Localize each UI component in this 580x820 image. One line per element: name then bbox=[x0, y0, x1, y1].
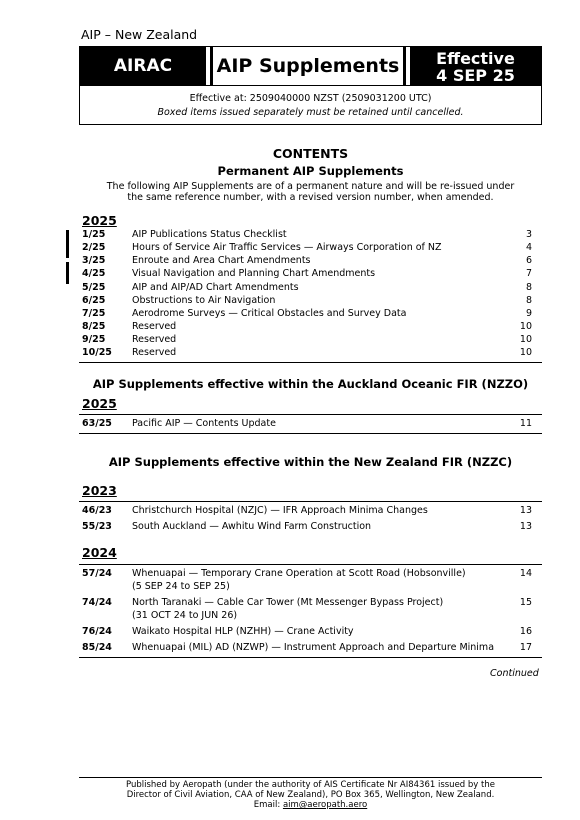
supplement-number: 76/24 bbox=[82, 626, 112, 637]
list-item bbox=[82, 346, 532, 359]
list-item bbox=[82, 294, 532, 307]
supplement-title bbox=[132, 281, 512, 294]
list-item bbox=[82, 641, 532, 654]
year-heading: 2023 bbox=[82, 483, 117, 498]
list-item bbox=[82, 417, 532, 430]
boxed-note: Boxed items issued separately must be retained until cancelled. bbox=[157, 107, 464, 118]
page-number: 10 bbox=[519, 347, 532, 358]
supplement-title-text: Hours of Service Air Traffic Services — Airways Corporation of NZ bbox=[132, 242, 442, 253]
effective-at: Effective at: 2509040000 NZST (2509031200 UTC) bbox=[189, 93, 432, 104]
year-heading: 2025 bbox=[82, 396, 117, 411]
list-item bbox=[82, 567, 532, 592]
page-number: 13 bbox=[519, 521, 532, 532]
intro-line-1: The following AIP Supplements are of a permanent nature and will be re-issued under bbox=[106, 181, 515, 192]
page-number: 11 bbox=[519, 418, 532, 429]
year-heading: 2024 bbox=[82, 545, 117, 560]
supplement-number: 46/23 bbox=[82, 505, 112, 516]
supplement-title-text: Visual Navigation and Planning Chart Amendments bbox=[132, 268, 376, 279]
supplement-number: 55/23 bbox=[82, 521, 112, 532]
change-bar bbox=[66, 262, 69, 284]
email-link[interactable]: aim@aeropath.aero bbox=[282, 800, 368, 810]
supplement-number: 85/24 bbox=[82, 642, 112, 653]
effective-box bbox=[410, 47, 541, 85]
airac-label: AIRAC bbox=[80, 47, 206, 85]
supplement-title bbox=[132, 307, 512, 320]
page-number: 8 bbox=[525, 282, 532, 293]
supplement-title bbox=[132, 267, 512, 280]
permanent-intro bbox=[79, 181, 542, 203]
continued-note: Continued bbox=[490, 668, 539, 679]
contents-heading: CONTENTS bbox=[272, 146, 349, 161]
footer-line-2: Director of Civil Aviation, CAA of New Zealand), PO Box 365, Wellington, New Zealand. bbox=[126, 790, 495, 800]
supplement-title-text: Reserved bbox=[132, 321, 177, 332]
supplement-number: 6/25 bbox=[82, 295, 106, 306]
list-item bbox=[82, 254, 532, 267]
divider bbox=[79, 501, 542, 502]
page-number: 4 bbox=[525, 242, 532, 253]
supplement-number: 5/25 bbox=[82, 282, 106, 293]
doc-title: AIP – New Zealand bbox=[81, 27, 198, 42]
header-band bbox=[79, 46, 542, 86]
supplement-title bbox=[132, 641, 512, 654]
page-number: 10 bbox=[519, 334, 532, 345]
supplement-period: (31 OCT 24 to JUN 26) bbox=[132, 610, 238, 621]
page-number: 10 bbox=[519, 321, 532, 332]
supplement-title bbox=[132, 228, 512, 241]
list-item bbox=[82, 307, 532, 320]
list-item bbox=[82, 596, 532, 621]
supplement-title-text: Obstructions to Air Navigation bbox=[132, 295, 276, 306]
footer-email-label: Email: bbox=[253, 800, 283, 810]
supplement-title bbox=[132, 417, 512, 430]
page-number: 14 bbox=[519, 568, 532, 579]
supplement-title bbox=[132, 504, 512, 517]
effective-date: 4 SEP 25 bbox=[436, 66, 515, 85]
divider bbox=[79, 657, 542, 658]
supplement-title-text: AIP Publications Status Checklist bbox=[132, 229, 287, 240]
supplement-title-text: Christchurch Hospital (NZJC) — IFR Approach Minima Changes bbox=[132, 505, 428, 516]
effective-info-box bbox=[79, 86, 542, 125]
supplement-number: 2/25 bbox=[82, 242, 106, 253]
list-item bbox=[82, 228, 532, 241]
supplement-title-text: Waikato Hospital HLP (NZHH) — Crane Activity bbox=[132, 626, 354, 637]
list-item bbox=[82, 281, 532, 294]
page-number: 9 bbox=[525, 308, 532, 319]
supplement-number: 8/25 bbox=[82, 321, 106, 332]
supplement-title bbox=[132, 567, 512, 593]
supplement-title bbox=[132, 294, 512, 307]
page-number: 7 bbox=[525, 268, 532, 279]
supplement-title-text: Enroute and Area Chart Amendments bbox=[132, 255, 311, 266]
year-heading: 2025 bbox=[82, 213, 117, 228]
divider bbox=[79, 564, 542, 565]
supplement-number: 63/25 bbox=[82, 418, 112, 429]
change-bar bbox=[66, 230, 69, 258]
supplement-title-text: South Auckland — Awhitu Wind Farm Construction bbox=[132, 521, 372, 532]
page-number: 13 bbox=[519, 505, 532, 516]
supplement-title bbox=[132, 520, 512, 533]
supplement-number: 4/25 bbox=[82, 268, 106, 279]
supplement-number: 1/25 bbox=[82, 229, 106, 240]
supplement-number: 9/25 bbox=[82, 334, 106, 345]
supplement-title bbox=[132, 333, 512, 346]
list-item bbox=[82, 520, 532, 533]
supplement-title-text: Reserved bbox=[132, 347, 177, 358]
supplement-title bbox=[132, 241, 512, 254]
supplement-number: 10/25 bbox=[82, 347, 112, 358]
supplement-title-text: Whenuapai (MIL) AD (NZWP) — Instrument Approach and Departure Minima bbox=[132, 642, 495, 653]
page-number: 15 bbox=[519, 597, 532, 608]
list-item bbox=[82, 625, 532, 638]
effective-label: Effective bbox=[436, 49, 515, 68]
list-item bbox=[82, 333, 532, 346]
page-number: 17 bbox=[519, 642, 532, 653]
page-title: AIP Supplements bbox=[210, 47, 406, 85]
intro-line-2: the same reference number, with a revised version number, when amended. bbox=[127, 192, 494, 203]
supplement-title bbox=[132, 254, 512, 267]
supplement-title-text: Reserved bbox=[132, 334, 177, 345]
supplement-title-text: AIP and AIP/AD Chart Amendments bbox=[132, 282, 299, 293]
divider bbox=[79, 362, 542, 363]
supplement-period: (5 SEP 24 to SEP 25) bbox=[132, 581, 230, 592]
supplement-title-text: Pacific AIP — Contents Update bbox=[132, 418, 276, 429]
page-number: 3 bbox=[525, 229, 532, 240]
supplement-title bbox=[132, 320, 512, 333]
supplement-title bbox=[132, 596, 512, 622]
oceanic-heading: AIP Supplements effective within the Auckland Oceanic FIR (NZZO) bbox=[92, 377, 529, 391]
footer-email-line bbox=[79, 800, 542, 810]
page-number: 8 bbox=[525, 295, 532, 306]
supplement-title bbox=[132, 346, 512, 359]
divider bbox=[79, 414, 542, 415]
list-item bbox=[82, 241, 532, 254]
footer bbox=[79, 777, 542, 810]
divider bbox=[79, 433, 542, 434]
supplement-number: 7/25 bbox=[82, 308, 106, 319]
permanent-heading: Permanent AIP Supplements bbox=[217, 164, 404, 178]
supplement-title-text: Aerodrome Surveys — Critical Obstacles and Survey Data bbox=[132, 308, 407, 319]
list-item bbox=[82, 504, 532, 517]
supplement-number: 3/25 bbox=[82, 255, 106, 266]
page-number: 6 bbox=[525, 255, 532, 266]
supplement-title bbox=[132, 625, 512, 638]
supplement-title-text: Whenuapai — Temporary Crane Operation at Scott Road (Hobsonville) bbox=[132, 568, 466, 579]
supplement-number: 57/24 bbox=[82, 568, 112, 579]
list-item bbox=[82, 320, 532, 333]
list-item bbox=[82, 267, 532, 280]
supplement-title-text: North Taranaki — Cable Car Tower (Mt Messenger Bypass Project) bbox=[132, 597, 444, 608]
supplement-number: 74/24 bbox=[82, 597, 112, 608]
nz-heading: AIP Supplements effective within the New Zealand FIR (NZZC) bbox=[108, 455, 513, 469]
page-number: 16 bbox=[519, 626, 532, 637]
footer-line-1: Published by Aeropath (under the authority of AIS Certificate Nr AI84361 issued by the bbox=[126, 780, 495, 790]
